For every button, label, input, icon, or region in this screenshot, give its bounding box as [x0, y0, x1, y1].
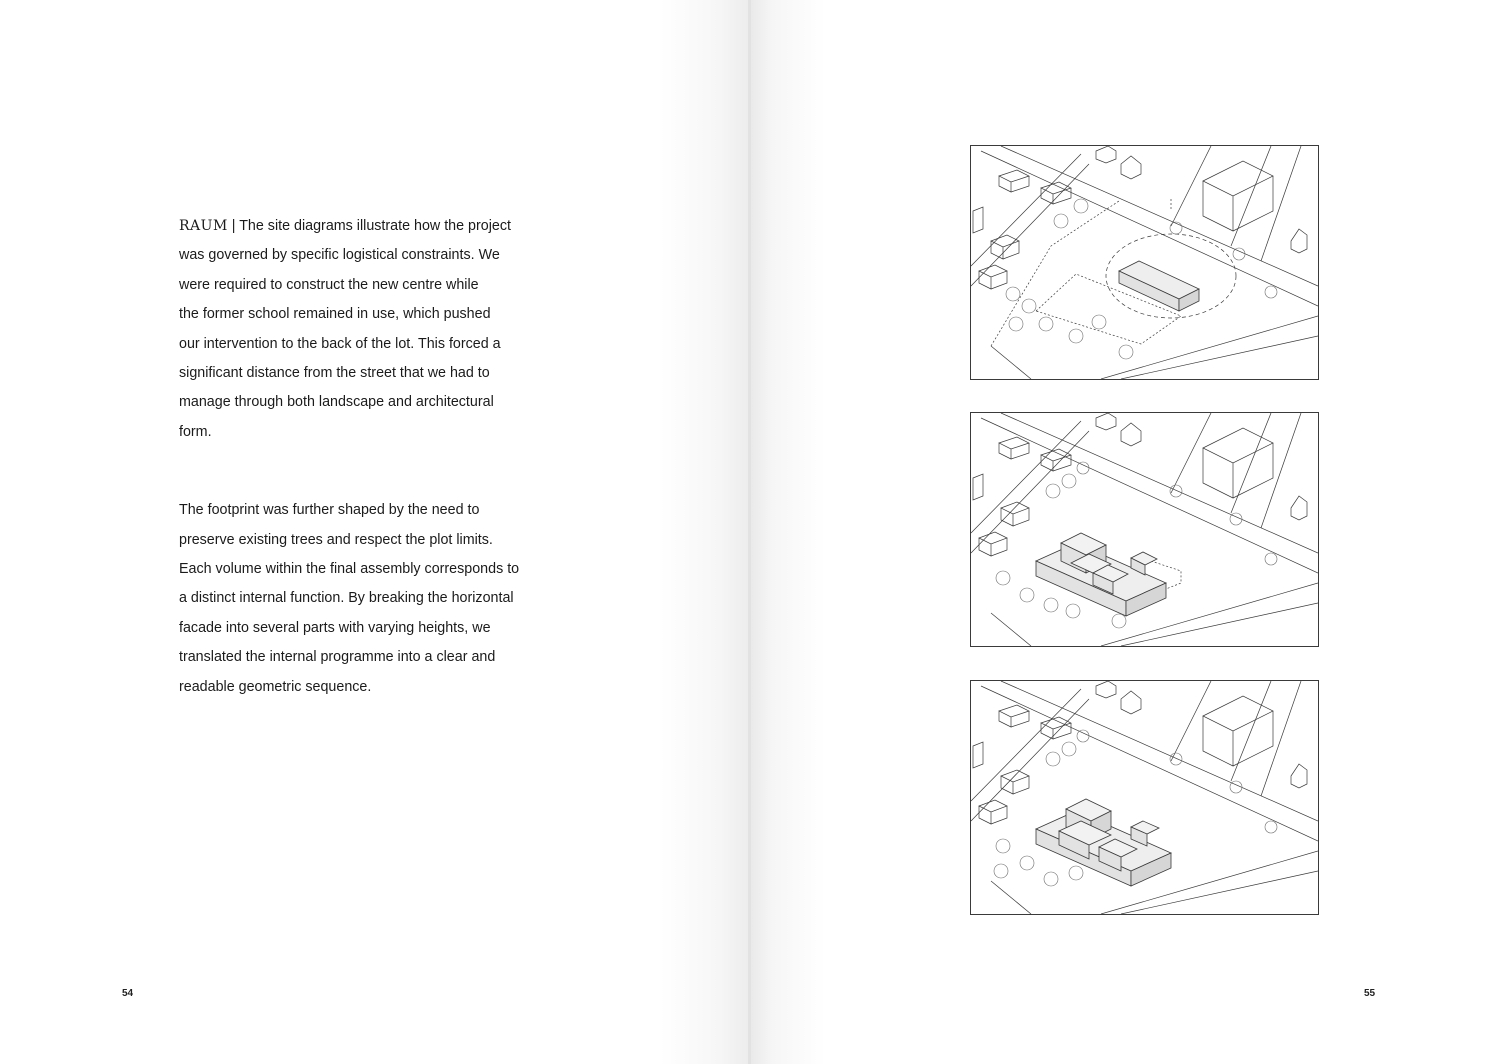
paragraph-site-constraints	[179, 212, 549, 447]
text-line: were required to construct the new centre while	[179, 276, 479, 293]
axonometric-site-drawing	[971, 681, 1318, 914]
site-diagram-final-assembly	[970, 680, 1319, 915]
text-line: Each volume within the final assembly corresponds to	[179, 561, 520, 578]
text-line: the former school remained in use, which pushed	[179, 306, 491, 323]
text-line: readable geometric sequence.	[179, 678, 372, 695]
raum-lead: RAUM	[179, 218, 228, 234]
paragraph-footprint	[179, 496, 549, 702]
text-line: form.	[179, 423, 212, 440]
text-line: a distinct internal function. By breaking the horizontal	[179, 590, 514, 607]
site-diagram-new-volumes	[970, 412, 1319, 647]
axonometric-site-drawing	[971, 413, 1318, 646]
site-diagram-existing	[970, 145, 1319, 380]
page-number-left: 54	[122, 988, 134, 999]
text-line: facade into several parts with varying heights, we	[179, 619, 491, 636]
text-line: our intervention to the back of the lot. This forced a	[179, 335, 501, 352]
text-line: significant distance from the street that we had to	[179, 365, 490, 382]
text-line: was governed by specific logistical constraints. We	[179, 247, 500, 264]
text-line: The footprint was further shaped by the need to	[179, 502, 480, 519]
text-line: translated the internal programme into a clear and	[179, 649, 496, 666]
text-line: | The site diagrams illustrate how the project	[227, 218, 511, 234]
book-gutter	[748, 0, 751, 1064]
body-text	[179, 212, 549, 702]
axonometric-site-drawing	[971, 146, 1318, 379]
text-line: manage through both landscape and architectural	[179, 394, 494, 411]
page-number-right: 55	[1364, 988, 1376, 999]
text-line: preserve existing trees and respect the plot limits.	[179, 531, 493, 548]
